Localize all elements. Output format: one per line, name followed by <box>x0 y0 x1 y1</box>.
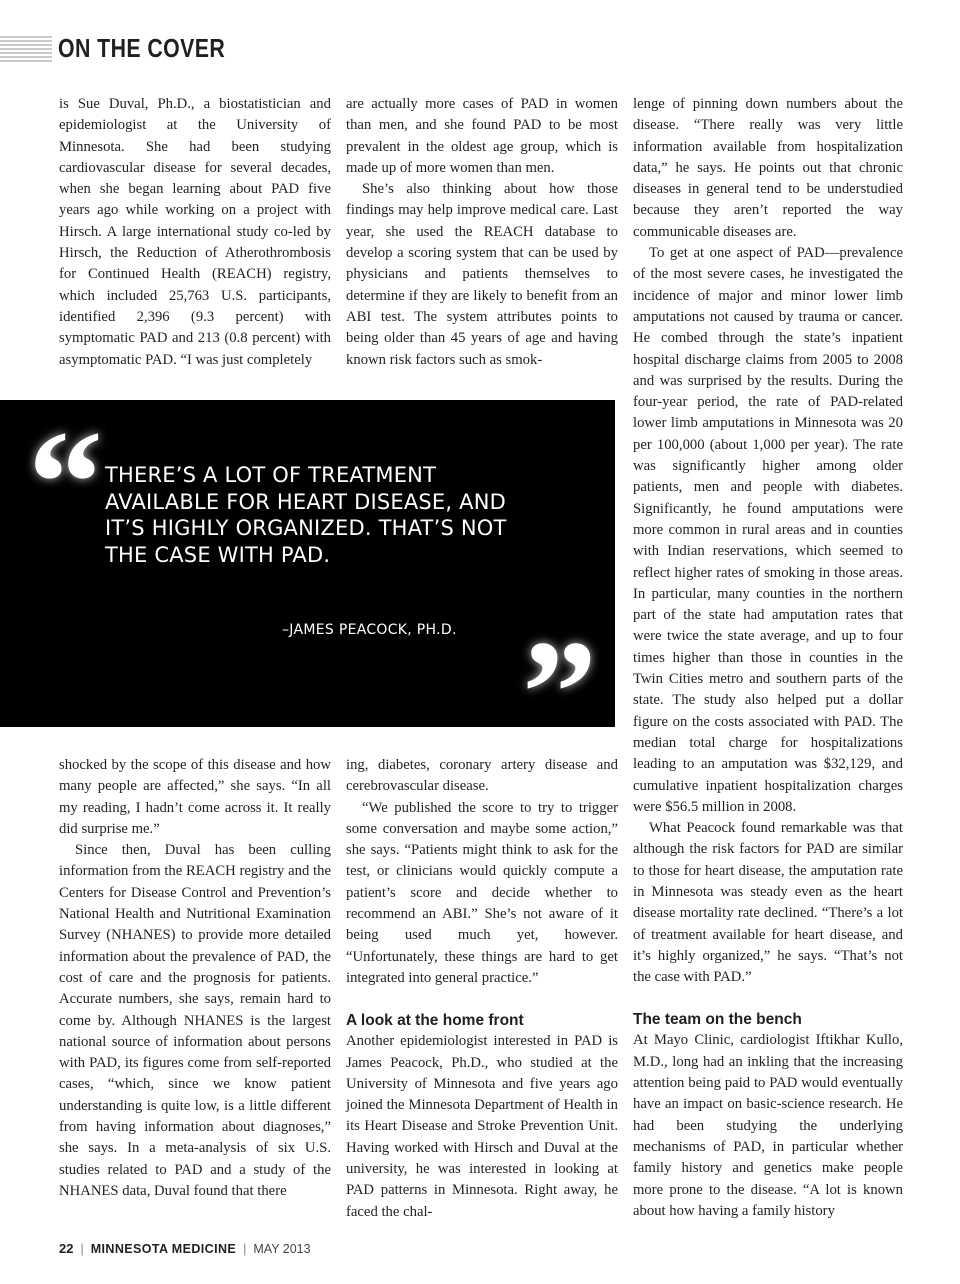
body-paragraph: At Mayo Clinic, cardiologist Iftikhar Kullo, M.D., long had an inkling that the increasing attention being paid to PAD would eventually have an impact on basic-science research. He had been studying the underlying mechanisms of PAD, in particular whether family history and genetics make people more prone to the disease. “A lot is known about how having a family history <box>633 1032 903 1219</box>
pull-quote-attribution: –JAMES PEACOCK, PH.D. <box>282 622 457 638</box>
body-paragraph: “We published the score to try to trigger some conversation and maybe some action,” she says. “Patients might think to ask for the test, or clinicians would quickly compute a patient’s score and decide whether to recommend an ABI.” She’s not aware of it being used much yet, however. “Unfortunately, these things are hard to get integrated into general practice.” <box>346 799 618 986</box>
body-paragraph: Since then, Duval has been culling information from the REACH registry and the Centers for Disease Control and Prevention’s National Health and Nutritional Examination Survey (NHANES) to provide more detailed information about the prevalence of PAD, the cost of care and the prognosis for patients. Accurate numbers, she says, remain hard to come by. Although NHANES is the largest national source of information about persons with PAD, its figures come from self-reported cases, “which, since we know patient understanding is quite low, is a little different from having information about diagnoses,” she says. In a meta-analysis of six U.S. studies related to PAD and a study of the NHANES data, Duval found that there <box>59 842 331 1199</box>
subheading: The team on the bench <box>633 1011 802 1029</box>
footer-separator: | <box>243 1242 247 1256</box>
section-header-bar <box>0 36 52 62</box>
column-1-bottom <box>59 755 331 1202</box>
body-paragraph: She’s also thinking about how those findings may help improve medical care. Last year, she used the REACH database to develop a scoring system that can be used by physicians and patients themselves to determine if they are likely to benefit from an ABI test. The system attributes points to being older than 45 years of age and having known risk factors such as smok- <box>346 181 618 368</box>
page-footer <box>59 1241 311 1256</box>
spacer <box>346 989 618 1010</box>
body-paragraph: Another epidemiologist interested in PAD is James Peacock, Ph.D., who studied at the University of Minnesota and five years ago joined the Minnesota Department of Health in its Heart Disease and Stroke Prevention Unit. Having worked with Hirsch and Duval at the university, he was interested in looking at PAD patterns in Minnesota. Right away, he faced the chal- <box>346 1033 618 1220</box>
body-paragraph: What Peacock found remarkable was that although the risk factors for PAD are similar to those for heart disease, the amputation rate in Minnesota was steady even as the heart disease mortality rate declined. “There’s a lot of treatment available for heart disease, and it’s highly organized,” he says. “That’s not the case with PAD.” <box>633 820 903 986</box>
body-paragraph: are actually more cases of PAD in women than men, and she found PAD to be most prevalent in the oldest age group, which is made up of more women than men. <box>346 96 618 176</box>
issue-date: MAY 2013 <box>253 1242 311 1256</box>
magazine-name: MINNESOTA MEDICINE <box>90 1242 237 1256</box>
spacer <box>633 988 903 1009</box>
footer-separator: | <box>80 1242 84 1256</box>
pull-quote-text: THERE’S A LOT OF TREATMENT AVAILABLE FOR HEART DISEASE, AND IT’S HIGHLY ORGANIZED. THAT’S NOT THE CASE WITH PAD. <box>105 463 507 567</box>
body-paragraph: To get at one aspect of PAD—prevalence of the most severe cases, he investigated the incidence of major and minor lower limb amputations not caused by trauma or cancer. He combed through the state’s inpatient hospital discharge claims from 2005 to 2008 and was surprised by the results. During the four-year period, the rate of PAD-related lower limb amputations in Minnesota was 20 per 100,000 (about 1,000 per year). The rate was significantly higher among older patients, men and people with diabetes. Significantly, he found amputations were more common in rural areas and in counties with Indian reservations, which seemed to reflect higher rates of smoking in those areas. In particular, many counties in the northern part of the state had amputation rates that were twice the state average, and up to four times higher than those in counties in the Twin Cities metro and southern parts of the state. The study also helped put a dollar figure on the costs associated with PAD. The median total charge for hospitalizations leading to an amputation was $32,129, and cumulative inpatient hospitalization charges were $56.5 million in 2008. <box>633 245 903 815</box>
column-2-bottom <box>346 755 618 1223</box>
body-paragraph: is Sue Duval, Ph.D., a biostatistician and epidemiologist at the University of Minnesota. She had been studying cardiovascular disease for several decades, when she began learning about PAD five years ago while working on a project with Hirsch. A large international study co-led by Hirsch, the Reduction of Atherothrombosis for Continued Health (REACH) registry, which included 25,763 U.S. participants, identified 2,396 (9.3 percent) with symptomatic PAD and 213 (0.8 percent) with asymptomatic PAD. “I was just completely <box>59 96 331 368</box>
body-paragraph: lenge of pinning down numbers about the disease. “There really was very little information available from hospitalization data,” he says. He points out that chronic diseases in general tend to be understudied because they aren’t reported the way communicable diseases are. <box>633 96 903 240</box>
body-paragraph: ing, diabetes, coronary artery disease and cerebrovascular disease. <box>346 757 618 795</box>
column-3 <box>633 94 903 1222</box>
column-1-top <box>59 94 331 371</box>
open-quote-mark: “ <box>28 400 103 566</box>
column-2-top <box>346 94 618 371</box>
page-number: 22 <box>59 1241 74 1256</box>
section-label: ON THE COVER <box>58 33 226 63</box>
body-paragraph: shocked by the scope of this disease and how many people are affected,” she says. “In all my reading, I hadn’t come across it. It really did surprise me.” <box>59 757 331 837</box>
pull-quote <box>0 400 615 776</box>
close-quote-mark: ” <box>522 610 597 776</box>
subheading: A look at the home front <box>346 1012 524 1030</box>
